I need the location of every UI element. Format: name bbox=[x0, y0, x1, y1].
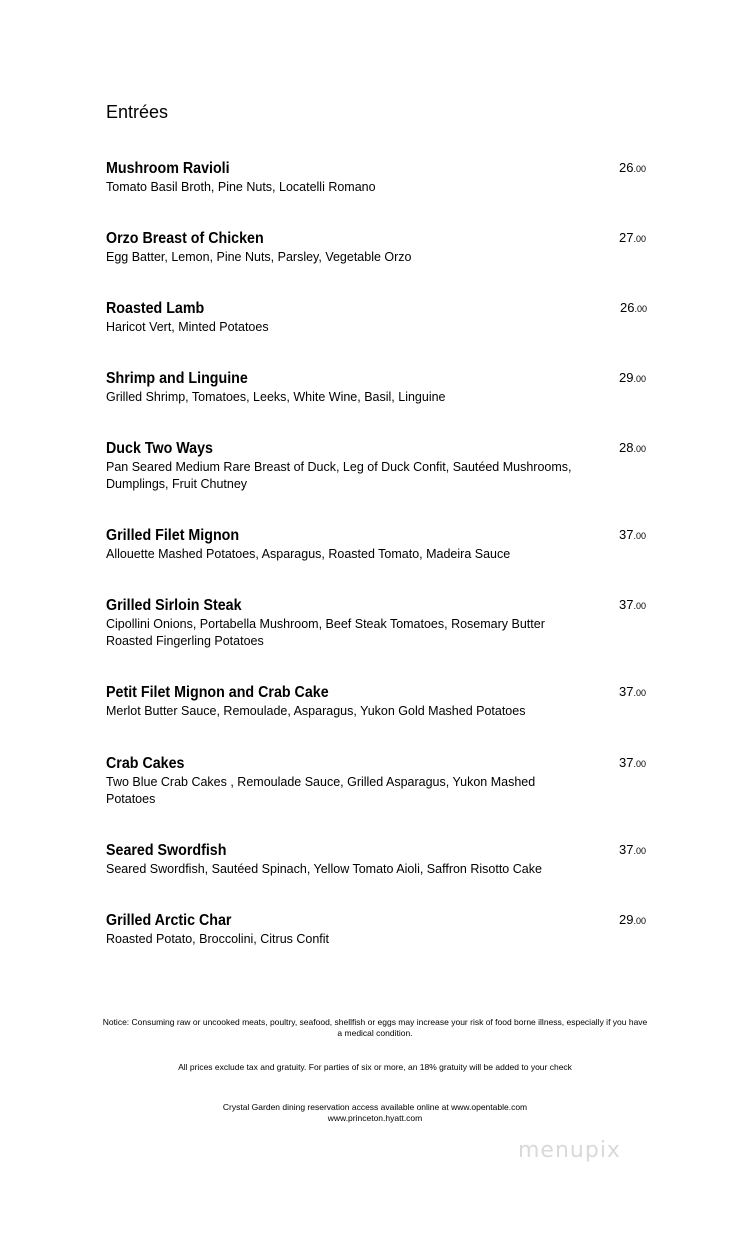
item-price: 26.00 bbox=[620, 300, 647, 315]
menu-item bbox=[106, 230, 646, 266]
item-description: Haricot Vert, Minted Potatoes bbox=[106, 320, 269, 334]
item-description: Two Blue Crab Cakes , Remoulade Sauce, Grilled Asparagus, Yukon Mashed Potatoes bbox=[106, 775, 536, 806]
item-name: Mushroom Ravioli bbox=[106, 160, 230, 177]
item-price: 37.00 bbox=[619, 842, 646, 857]
menu-item bbox=[106, 684, 646, 720]
menu-item bbox=[106, 300, 646, 336]
reservation-notice: Crystal Garden dining reservation access available online at www.opentable.com bbox=[222, 1102, 528, 1112]
watermark-logo: menupix bbox=[518, 1138, 621, 1163]
item-description: Merlot Butter Sauce, Remoulade, Asparagus, Yukon Gold Mashed Potatoes bbox=[106, 704, 526, 718]
item-price: 37.00 bbox=[619, 684, 646, 699]
item-name: Shrimp and Linguine bbox=[106, 370, 248, 387]
item-name: Crab Cakes bbox=[106, 755, 185, 772]
menu-item bbox=[106, 527, 646, 563]
menu-item bbox=[106, 370, 646, 406]
website-link[interactable]: www.princeton.hyatt.com bbox=[327, 1113, 423, 1123]
item-description: Allouette Mashed Potatoes, Asparagus, Roasted Tomato, Madeira Sauce bbox=[106, 547, 511, 561]
health-notice: Notice: Consuming raw or uncooked meats, poultry, seafood, shellfish or eggs may increase your risk of food borne illness, especially if you have a medical condition. bbox=[102, 1017, 648, 1038]
menu-item bbox=[106, 160, 646, 196]
menu-item bbox=[106, 912, 646, 948]
item-name: Seared Swordfish bbox=[106, 842, 227, 859]
item-description: Egg Batter, Lemon, Pine Nuts, Parsley, Vegetable Orzo bbox=[106, 250, 412, 264]
item-description: Cipollini Onions, Portabella Mushroom, Beef Steak Tomatoes, Rosemary Butter Roasted Fingerling Potatoes bbox=[106, 617, 545, 648]
item-description: Roasted Potato, Broccolini, Citrus Confit bbox=[106, 932, 330, 946]
item-name: Grilled Sirloin Steak bbox=[106, 597, 242, 614]
menu-item bbox=[106, 755, 646, 808]
price-notice: All prices exclude tax and gratuity. For parties of six or more, an 18% gratuity will be added to your check bbox=[178, 1062, 572, 1072]
item-name: Grilled Filet Mignon bbox=[106, 527, 240, 544]
item-price: 37.00 bbox=[619, 597, 646, 612]
item-description: Grilled Shrimp, Tomatoes, Leeks, White Wine, Basil, Linguine bbox=[106, 390, 446, 404]
item-name: Petit Filet Mignon and Crab Cake bbox=[106, 684, 329, 701]
item-description: Seared Swordfish, Sautéed Spinach, Yellow Tomato Aioli, Saffron Risotto Cake bbox=[106, 862, 542, 876]
item-price: 29.00 bbox=[619, 912, 646, 927]
item-price: 29.00 bbox=[619, 370, 646, 385]
section-title: Entrées bbox=[106, 102, 169, 122]
menu-item bbox=[106, 440, 646, 493]
item-description: Tomato Basil Broth, Pine Nuts, Locatelli Romano bbox=[106, 180, 376, 194]
item-price: 26.00 bbox=[619, 160, 646, 175]
menu-item bbox=[106, 842, 646, 878]
item-name: Roasted Lamb bbox=[106, 300, 205, 317]
item-price: 37.00 bbox=[619, 527, 646, 542]
item-price: 37.00 bbox=[619, 755, 646, 770]
menu-item bbox=[106, 597, 646, 650]
item-name: Grilled Arctic Char bbox=[106, 912, 232, 929]
item-name: Duck Two Ways bbox=[106, 440, 213, 457]
item-name: Orzo Breast of Chicken bbox=[106, 230, 264, 247]
item-price: 28.00 bbox=[619, 440, 646, 455]
item-description: Pan Seared Medium Rare Breast of Duck, Leg of Duck Confit, Sautéed Mushrooms, Dumplings, Fruit Chutney bbox=[106, 460, 572, 491]
item-price: 27.00 bbox=[619, 230, 646, 245]
